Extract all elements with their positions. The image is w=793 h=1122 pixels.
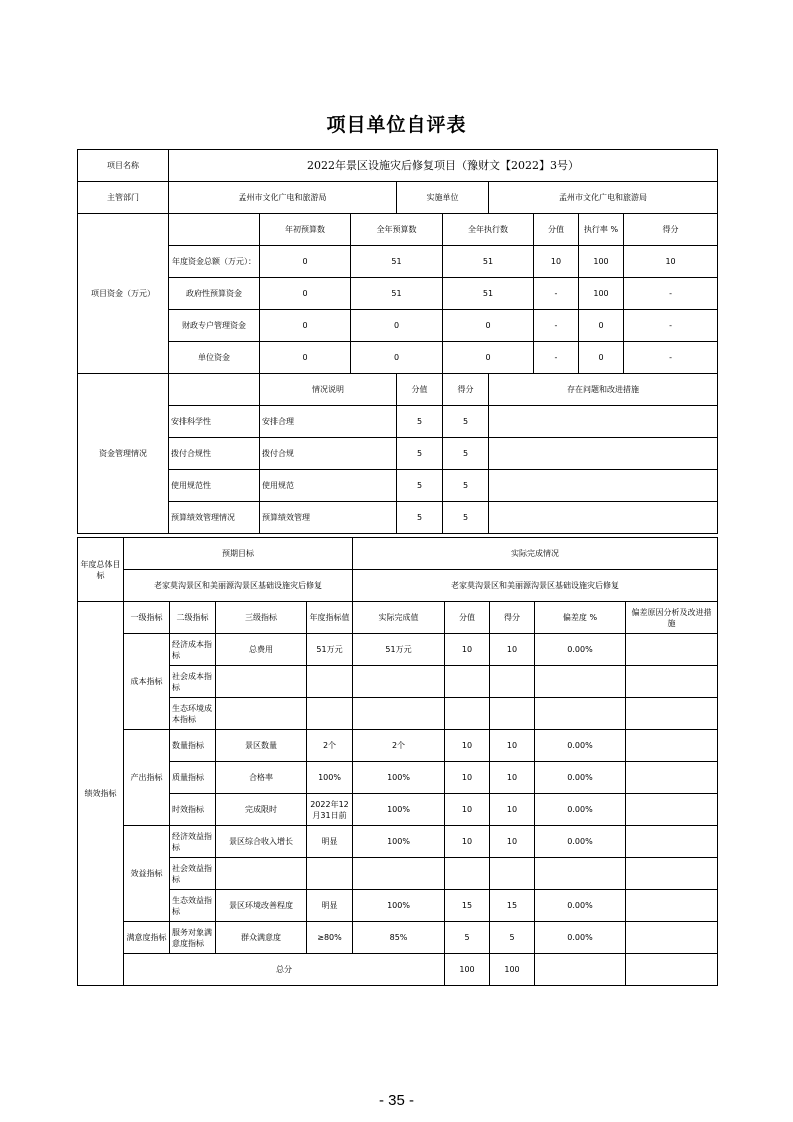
project-dept-row [78, 182, 718, 214]
indicator-row [78, 666, 718, 698]
funds-header: 分值 [534, 214, 579, 246]
funds-cell: 0 [579, 342, 624, 374]
score-value: 10 [445, 730, 490, 762]
score-value [445, 666, 490, 698]
level3-indicator: 完成限时 [216, 794, 307, 826]
level3-indicator: 景区综合收入增长 [216, 826, 307, 858]
indicator-row [78, 794, 718, 826]
score: 10 [490, 794, 535, 826]
funds-cell: 10 [624, 246, 718, 278]
page-title: 项目单位自评表 [326, 114, 467, 136]
management-desc: 使用规范 [260, 470, 397, 502]
management-issue [489, 470, 718, 502]
performance-header: 一级指标 [124, 602, 170, 634]
deviation: 0.00% [535, 762, 626, 794]
funds-cell: - [624, 310, 718, 342]
level2-indicator: 质量指标 [170, 762, 216, 794]
goals-actual: 老家莫沟景区和美丽源沟景区基础设施灾后修复 [353, 570, 718, 602]
management-score-value: 5 [397, 406, 443, 438]
goals-table [77, 537, 718, 602]
level1-indicator: 产出指标 [124, 730, 170, 826]
performance-header: 偏差原因分析及改进措施 [626, 602, 718, 634]
level2-indicator: 生态环境成本指标 [170, 698, 216, 730]
level1-indicator: 效益指标 [124, 826, 170, 922]
level3-indicator: 总费用 [216, 634, 307, 666]
actual-value [353, 858, 445, 890]
management-score: 5 [443, 470, 489, 502]
indicator-row [78, 858, 718, 890]
deviation-reason [626, 794, 718, 826]
management-desc: 预算绩效管理 [260, 502, 397, 534]
funds-row [78, 246, 718, 278]
indicator-row [78, 922, 718, 954]
annual-target: 明显 [307, 826, 353, 858]
score-value: 5 [445, 922, 490, 954]
project-info-table [77, 149, 718, 534]
funds-cell: - [534, 278, 579, 310]
score-value: 15 [445, 890, 490, 922]
management-score: 5 [443, 502, 489, 534]
funds-label: 项目资金（万元） [78, 214, 169, 374]
annual-target: 51万元 [307, 634, 353, 666]
management-header: 得分 [443, 374, 489, 406]
level1-indicator: 满意度指标 [124, 922, 170, 954]
score [490, 858, 535, 890]
management-header: 分值 [397, 374, 443, 406]
level2-indicator: 社会成本指标 [170, 666, 216, 698]
actual-value: 51万元 [353, 634, 445, 666]
actual-value [353, 666, 445, 698]
deviation-reason [626, 762, 718, 794]
management-row-name: 使用规范性 [169, 470, 260, 502]
funds-cell: 51 [443, 278, 534, 310]
indicator-row [78, 826, 718, 858]
deviation: 0.00% [535, 730, 626, 762]
level3-indicator [216, 858, 307, 890]
management-header-row [78, 374, 718, 406]
management-row [78, 406, 718, 438]
deviation: 0.00% [535, 890, 626, 922]
deviation-reason [626, 890, 718, 922]
funds-cell: 100 [579, 246, 624, 278]
performance-header: 得分 [490, 602, 535, 634]
annual-target: 2个 [307, 730, 353, 762]
funds-cell: 0 [260, 310, 351, 342]
funds-row [78, 310, 718, 342]
score-value: 10 [445, 634, 490, 666]
funds-header: 全年预算数 [351, 214, 443, 246]
annual-target: 明显 [307, 890, 353, 922]
level2-indicator: 数量指标 [170, 730, 216, 762]
indicator-row [78, 730, 718, 762]
funds-header-row [78, 214, 718, 246]
funds-row-name: 政府性预算资金 [169, 278, 260, 310]
management-label: 资金管理情况 [78, 374, 169, 534]
deviation-reason [626, 666, 718, 698]
funds-cell: 0 [443, 310, 534, 342]
performance-table [77, 601, 718, 986]
performance-header: 三级指标 [216, 602, 307, 634]
deviation: 0.00% [535, 922, 626, 954]
funds-header: 执行率 % [579, 214, 624, 246]
total-score: 100 [490, 954, 535, 986]
performance-header: 偏差度 % [535, 602, 626, 634]
funds-row-name: 年度资金总额（万元）： [169, 246, 260, 278]
management-score-value: 5 [397, 502, 443, 534]
performance-header: 实际完成值 [353, 602, 445, 634]
funds-cell: - [534, 342, 579, 374]
level2-indicator: 经济成本指标 [170, 634, 216, 666]
management-issue [489, 406, 718, 438]
score: 10 [490, 730, 535, 762]
level2-indicator: 服务对象满意度指标 [170, 922, 216, 954]
management-desc: 拨付合规 [260, 438, 397, 470]
performance-header: 二级指标 [170, 602, 216, 634]
funds-row [78, 278, 718, 310]
funds-cell: 0 [443, 342, 534, 374]
funds-cell: - [534, 310, 579, 342]
annual-target [307, 666, 353, 698]
annual-target: 2022年12月31日前 [307, 794, 353, 826]
goals-expected-label: 预期目标 [124, 538, 353, 570]
goals-expected: 老家莫沟景区和美丽源沟景区基础设施灾后修复 [124, 570, 353, 602]
management-desc: 安排合理 [260, 406, 397, 438]
empty-cell [535, 954, 626, 986]
score-value: 10 [445, 826, 490, 858]
funds-cell: 51 [351, 278, 443, 310]
funds-cell: 51 [443, 246, 534, 278]
level3-indicator: 景区数量 [216, 730, 307, 762]
goals-content-row [78, 570, 718, 602]
level3-indicator: 合格率 [216, 762, 307, 794]
goals-actual-label: 实际完成情况 [353, 538, 718, 570]
page-number: - 35 - [378, 1092, 414, 1109]
management-score-value: 5 [397, 438, 443, 470]
funds-row-name: 单位资金 [169, 342, 260, 374]
level3-indicator [216, 698, 307, 730]
total-score-value: 100 [445, 954, 490, 986]
management-score: 5 [443, 438, 489, 470]
annual-target [307, 858, 353, 890]
funds-cell: - [624, 278, 718, 310]
management-header: 情况说明 [260, 374, 397, 406]
deviation: 0.00% [535, 634, 626, 666]
funds-header: 年初预算数 [260, 214, 351, 246]
level2-indicator: 社会效益指标 [170, 858, 216, 890]
funds-header: 得分 [624, 214, 718, 246]
score-value: 10 [445, 762, 490, 794]
management-row [78, 438, 718, 470]
annual-target: 100% [307, 762, 353, 794]
indicator-row [78, 634, 718, 666]
deviation [535, 858, 626, 890]
deviation-reason [626, 730, 718, 762]
funds-row-name: 财政专户管理资金 [169, 310, 260, 342]
impl-value: 孟州市文化广电和旅游局 [489, 182, 718, 214]
deviation: 0.00% [535, 794, 626, 826]
performance-header: 年度指标值 [307, 602, 353, 634]
level1-indicator: 成本指标 [124, 634, 170, 730]
management-row [78, 470, 718, 502]
level3-indicator: 群众满意度 [216, 922, 307, 954]
indicator-row [78, 698, 718, 730]
level2-indicator: 时效指标 [170, 794, 216, 826]
dept-value: 孟州市文化广电和旅游局 [169, 182, 397, 214]
funds-cell: 0 [351, 310, 443, 342]
deviation-reason [626, 826, 718, 858]
level3-indicator: 景区环境改善程度 [216, 890, 307, 922]
actual-value: 2个 [353, 730, 445, 762]
total-label: 总分 [124, 954, 445, 986]
deviation-reason [626, 922, 718, 954]
project-name-label: 项目名称 [78, 150, 169, 182]
level2-indicator: 生态效益指标 [170, 890, 216, 922]
performance-header: 分值 [445, 602, 490, 634]
management-score-value: 5 [397, 470, 443, 502]
level3-indicator [216, 666, 307, 698]
indicator-row [78, 890, 718, 922]
actual-value: 85% [353, 922, 445, 954]
management-row [78, 502, 718, 534]
funds-header: 全年执行数 [443, 214, 534, 246]
annual-target [307, 698, 353, 730]
funds-cell: 0 [351, 342, 443, 374]
management-row-name: 安排科学性 [169, 406, 260, 438]
level2-indicator: 经济效益指标 [170, 826, 216, 858]
impl-label: 实施单位 [397, 182, 489, 214]
actual-value: 100% [353, 794, 445, 826]
annual-target: ≥80% [307, 922, 353, 954]
indicator-row [78, 762, 718, 794]
management-header: 存在问题和改进措施 [489, 374, 718, 406]
management-issue [489, 438, 718, 470]
project-name: 2022年景区设施灾后修复项目（豫财文【2022】3号） [169, 150, 718, 182]
actual-value [353, 698, 445, 730]
actual-value: 100% [353, 762, 445, 794]
actual-value: 100% [353, 890, 445, 922]
deviation-reason [626, 858, 718, 890]
score: 5 [490, 922, 535, 954]
score: 10 [490, 826, 535, 858]
deviation-reason [626, 698, 718, 730]
deviation [535, 666, 626, 698]
score: 10 [490, 634, 535, 666]
deviation: 0.00% [535, 826, 626, 858]
performance-header-row [78, 602, 718, 634]
score-value [445, 698, 490, 730]
funds-row [78, 342, 718, 374]
funds-cell: 100 [579, 278, 624, 310]
management-score: 5 [443, 406, 489, 438]
deviation [535, 698, 626, 730]
total-row [78, 954, 718, 986]
goals-header-row [78, 538, 718, 570]
score-value [445, 858, 490, 890]
funds-cell: 51 [351, 246, 443, 278]
management-issue [489, 502, 718, 534]
funds-cell: 0 [260, 342, 351, 374]
score: 15 [490, 890, 535, 922]
funds-cell: 0 [260, 278, 351, 310]
funds-cell: 0 [579, 310, 624, 342]
funds-cell: 10 [534, 246, 579, 278]
goals-label: 年度总体目标 [78, 538, 124, 602]
score [490, 698, 535, 730]
management-row-name: 预算绩效管理情况 [169, 502, 260, 534]
project-name-row [78, 150, 718, 182]
actual-value: 100% [353, 826, 445, 858]
funds-cell: 0 [260, 246, 351, 278]
dept-label: 主管部门 [78, 182, 169, 214]
empty-cell [626, 954, 718, 986]
funds-cell: - [624, 342, 718, 374]
performance-label: 绩效指标 [78, 602, 124, 986]
score-value: 10 [445, 794, 490, 826]
deviation-reason [626, 634, 718, 666]
score: 10 [490, 762, 535, 794]
management-row-name: 拨付合规性 [169, 438, 260, 470]
score [490, 666, 535, 698]
